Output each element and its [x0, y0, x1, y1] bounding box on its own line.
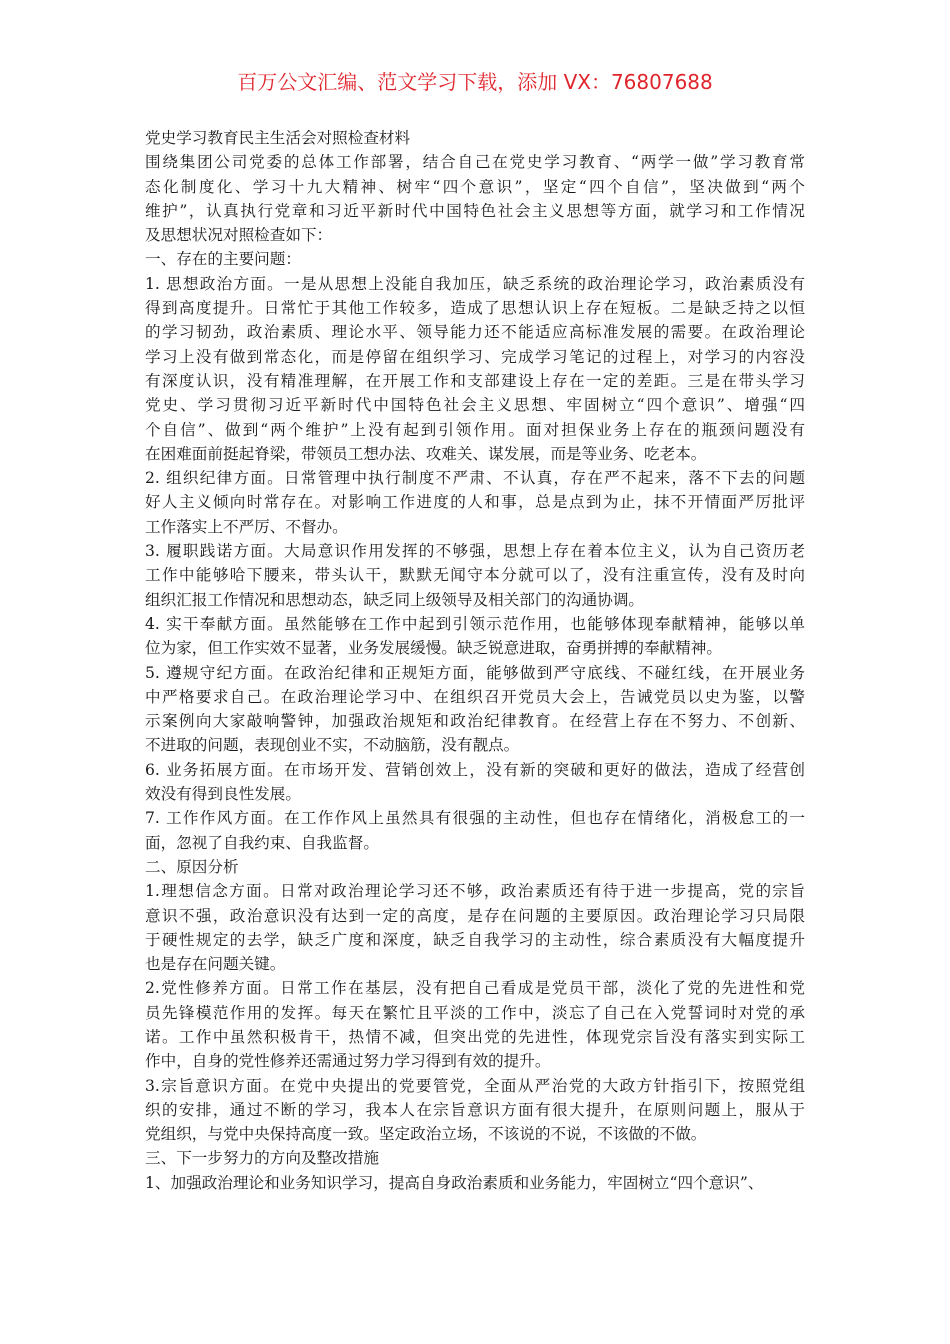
- text-line: 也是存在问题关键。: [145, 955, 286, 974]
- text-line: 围绕集团公司党委的总体工作部署，结合自己在党史学习教育、“两学一做”学习教育常: [145, 153, 805, 172]
- text-line: 中严格要求自己。在政治理论学习中、在组织召开党员大会上，告诫党员以史为鉴，以警: [145, 687, 805, 706]
- text-line: 三、下一步努力的方向及整改措施: [145, 1149, 379, 1168]
- text-line: 二、原因分析: [145, 857, 239, 876]
- text-line: 学习上没有做到常态化，而是停留在组织学习、完成学习笔记的过程上，对学习的内容没: [145, 347, 805, 366]
- paragraph: [145, 612, 805, 661]
- paragraph: [145, 855, 805, 879]
- text-line: 不进取的问题，表现创业不实，不动脑筋，没有靓点。: [145, 736, 520, 755]
- text-line: 3. 履职践诺方面。大局意识作用发挥的不够强，思想上存在着本位主义，认为自己资历老: [145, 542, 805, 561]
- paragraph: [145, 1146, 805, 1170]
- text-line: 的学习韧劲，政治素质、理论水平、领导能力还不能适应高标准发展的需要。在政治理论: [145, 323, 805, 342]
- text-line: 6. 业务拓展方面。在市场开发、营销创效上，没有新的突破和更好的做法，造成了经营创: [145, 760, 805, 779]
- text-line: 工作中能够哈下腰来，带头认干，默默无闻守本分就可以了，没有注重宣传，没有及时向: [145, 566, 805, 585]
- text-line: 得到高度提升。日常忙于其他工作较多，造成了思想认识上存在短板。二是缺乏持之以恒: [145, 299, 805, 318]
- text-line: 诺。工作中虽然积极肯干，热情不减，但突出党的先进性，体现党宗旨没有落实到实际工: [145, 1027, 805, 1046]
- text-line: 效没有得到良性发展。: [145, 785, 301, 804]
- text-line: 7. 工作作风方面。在工作作风上虽然具有很强的主动性，但也存在情绪化，消极怠工的一: [145, 809, 805, 828]
- text-line: 党史、学习贯彻习近平新时代中国特色社会主义思想、牢固树立“四个意识”、增强“四: [145, 396, 805, 415]
- text-line: 维护”，认真执行党章和习近平新时代中国特色社会主义思想等方面，就学习和工作情况: [145, 201, 805, 220]
- paragraph: [145, 466, 805, 539]
- text-line: 4. 实干奉献方面。虽然能够在工作中起到引领示范作用，也能够体现奉献精神，能够以单: [145, 614, 805, 633]
- text-line: 工作落实上不严厉、不督办。: [145, 517, 348, 536]
- document-title: [145, 126, 805, 150]
- text-line: 1. 思想政治方面。一是从思想上没能自我加压，缺乏系统的政治理论学习，政治素质没有: [145, 274, 805, 293]
- text-line: 好人主义倾向时常存在。对影响工作进度的人和事，总是点到为止，抹不开情面严厉批评: [145, 493, 805, 512]
- text-line: 有深度认识，没有精准理解，在开展工作和支部建设上存在一定的差距。三是在带头学习: [145, 371, 805, 390]
- paragraph: [145, 150, 805, 247]
- paragraph: [145, 1074, 805, 1147]
- text-line: 组织汇报工作情况和思想动态，缺乏同上级领导及相关部门的沟通协调。: [145, 590, 645, 609]
- text-line: 员先锋模范作用的发挥。每天在繁忙且平淡的工作中，淡忘了自己在入党誓词时对党的承: [145, 1003, 805, 1022]
- paragraph: [145, 976, 805, 1073]
- paragraph: [145, 272, 805, 466]
- paragraph: [145, 879, 805, 976]
- text-line: 面，忽视了自我约束、自我监督。: [145, 833, 379, 852]
- text-line: 织的安排，通过不断的学习，我本人在宗旨意识方面有很大提升，在原则问题上，服从于: [145, 1100, 805, 1119]
- text-line: 及思想状况对照检查如下：: [145, 226, 333, 245]
- text-line: 1、加强政治理论和业务知识学习，提高自身政治素质和业务能力，牢固树立“四个意识”、: [145, 1173, 764, 1192]
- text-line: 5. 遵规守纪方面。在政治纪律和正规矩方面，能够做到严守底线、不碰红线，在开展业务: [145, 663, 805, 682]
- paragraph: [145, 661, 805, 758]
- text-line: 示案例向大家敲响警钟，加强政治规矩和政治纪律教育。在经营上存在不努力、不创新、: [145, 712, 805, 731]
- text-line: 党组织，与党中央保持高度一致。坚定政治立场，不该说的不说，不该做的不做。: [145, 1125, 707, 1144]
- text-line: 作中，自身的党性修养还需通过努力学习得到有效的提升。: [145, 1052, 551, 1071]
- text-line: 在困难面前挺起脊梁，带领员工想办法、攻难关、谋发展，而是等业务、吃老本。: [145, 444, 707, 463]
- text-line: 1.理想信念方面。日常对政治理论学习还不够，政治素质还有待于进一步提高，党的宗旨: [145, 882, 805, 901]
- paragraph: [145, 1171, 805, 1195]
- text-line: 意识不强，政治意识没有达到一定的高度，是存在问题的主要原因。政治理论学习只局限: [145, 906, 805, 925]
- text-line: 2.党性修养方面。日常工作在基层，没有把自己看成是党员干部，淡化了党的先进性和党: [145, 979, 805, 998]
- text-line: 个自信”、做到“两个维护”上没有起到引领作用。面对担保业务上存在的瓶颈问题没有: [145, 420, 805, 439]
- paragraph: [145, 539, 805, 612]
- document-body: [145, 126, 805, 1195]
- paragraph: [145, 247, 805, 271]
- text-line: 一、存在的主要问题：: [145, 250, 301, 269]
- text-line: 3.宗旨意识方面。在党中央提出的党要管党，全面从严治党的大政方针指引下，按照党组: [145, 1076, 805, 1095]
- text-line: 于硬性规定的去学，缺乏广度和深度，缺乏自我学习的主动性，综合素质没有大幅度提升: [145, 930, 805, 949]
- promo-banner: 百万公文汇编、范文学习下载，添加 VX：76807688: [237, 70, 713, 94]
- text-line: 党史学习教育民主生活会对照检查材料: [145, 129, 411, 147]
- text-line: 位为家，但工作实效不显著，业务发展缓慢。缺乏锐意进取，奋勇拼搏的奉献精神。: [145, 639, 722, 658]
- paragraph: [145, 806, 805, 855]
- text-line: 态化制度化、学习十九大精神、树牢“四个意识”，坚定“四个自信”，坚决做到“两个: [145, 177, 805, 196]
- paragraph: [145, 758, 805, 807]
- text-line: 2. 组织纪律方面。日常管理中执行制度不严肃、不认真，存在严不起来，落不下去的问题: [145, 469, 805, 488]
